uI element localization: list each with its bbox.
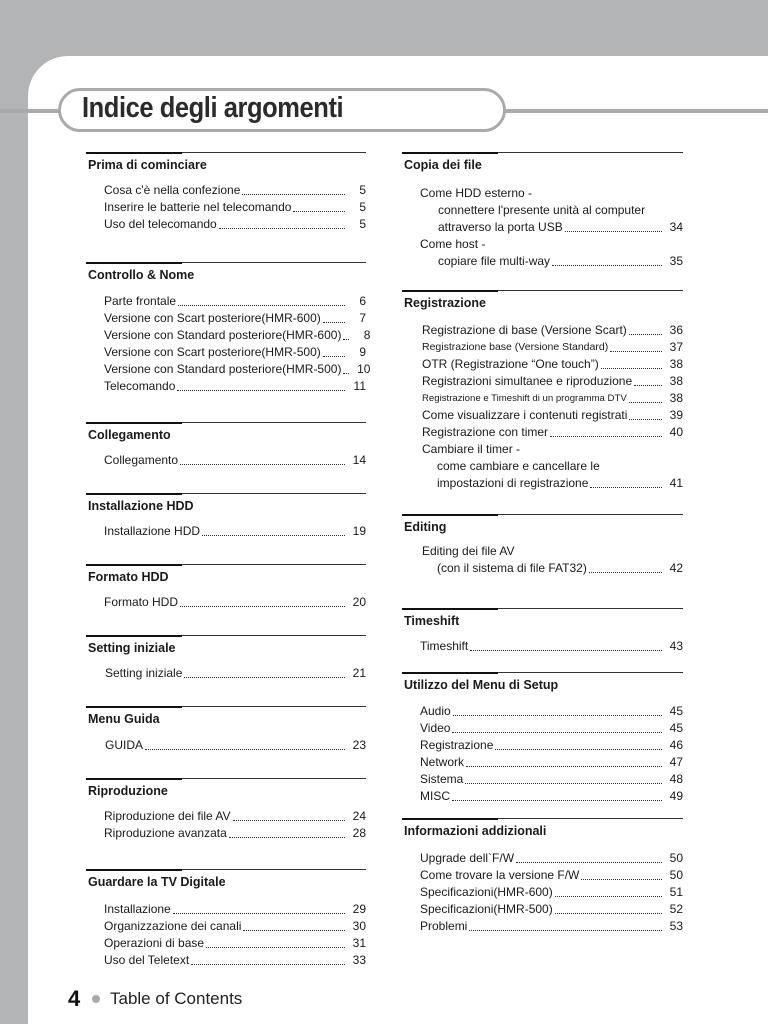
page-title: Indice degli argomenti xyxy=(82,92,344,124)
leader-dots xyxy=(555,896,662,897)
section-entries xyxy=(104,452,366,469)
leader-dots xyxy=(177,390,345,391)
entry-label: Uso del Teletext xyxy=(104,953,190,967)
section-entries xyxy=(104,594,366,611)
toc-entry[interactable] xyxy=(104,344,366,361)
toc-section xyxy=(402,290,683,310)
entry-page: 52 xyxy=(669,902,683,916)
leader-dots xyxy=(219,228,345,229)
section-title: Editing xyxy=(404,520,447,534)
section-title: Controllo & Nome xyxy=(88,268,195,282)
entry-page: 11 xyxy=(353,379,366,393)
section-rule xyxy=(86,422,366,423)
section-title: Riproduzione xyxy=(88,784,168,798)
toc-section xyxy=(86,635,366,655)
section-title: Informazioni addizionali xyxy=(404,824,547,838)
entry-label: Problemi xyxy=(420,919,468,933)
toc-entry[interactable] xyxy=(104,594,366,611)
entry-line[interactable]: connettere l'presente unità al computer xyxy=(438,203,646,217)
section-rule xyxy=(402,672,683,673)
section-rule xyxy=(402,290,683,291)
section-title: Setting iniziale xyxy=(88,641,176,655)
leader-dots xyxy=(552,265,662,266)
leader-dots xyxy=(590,487,662,488)
entry-line[interactable]: Editing dei file AV xyxy=(422,544,515,558)
leader-dots xyxy=(453,715,662,716)
section-rule xyxy=(86,493,366,494)
entry-page: 30 xyxy=(352,919,366,933)
entry-label: Collegamento xyxy=(104,453,179,467)
entry-page: 48 xyxy=(669,772,683,786)
entry-label: Setting iniziale xyxy=(105,666,183,680)
toc-section xyxy=(86,422,366,442)
section-entries xyxy=(420,850,683,935)
toc-entry[interactable] xyxy=(105,737,366,754)
entry-label: Registrazione base (Versione Standard) xyxy=(422,341,609,353)
section-entries xyxy=(420,185,683,270)
leader-dots xyxy=(629,419,662,420)
entry-label: Parte frontale xyxy=(104,294,177,308)
toc-entry[interactable] xyxy=(104,327,371,344)
section-rule xyxy=(86,152,366,153)
toc-entry[interactable] xyxy=(104,918,366,935)
entry-page: 23 xyxy=(352,738,366,752)
toc-entry[interactable] xyxy=(422,339,683,356)
section-entries xyxy=(104,808,366,842)
entry-label: Versione con Standard posteriore(HMR-500) xyxy=(104,362,342,376)
entry-label: (con il sistema di file FAT32) xyxy=(437,561,587,575)
leader-dots xyxy=(145,749,345,750)
section-entries xyxy=(422,322,683,492)
section-title: Menu Guida xyxy=(88,712,160,726)
entry-label: copiare file multi-way xyxy=(438,254,551,268)
toc-section xyxy=(402,818,683,838)
toc-entry[interactable] xyxy=(420,788,683,805)
toc-entry[interactable] xyxy=(105,665,366,682)
leader-dots xyxy=(323,322,345,323)
leader-dots xyxy=(465,783,662,784)
entry-page: 5 xyxy=(359,200,366,214)
leader-dots xyxy=(516,862,662,863)
section-title: Prima di cominciare xyxy=(88,158,207,172)
leader-dots xyxy=(173,913,345,914)
entry-page: 10 xyxy=(357,362,371,376)
toc-entry[interactable] xyxy=(104,825,366,842)
toc-entry[interactable] xyxy=(420,918,683,935)
entry-label: Come trovare la versione F/W xyxy=(420,868,580,882)
leader-dots xyxy=(293,211,345,212)
entry-page: 34 xyxy=(669,220,683,234)
toc-entry[interactable] xyxy=(420,638,683,655)
toc-entry[interactable] xyxy=(420,703,683,720)
entry-label: Versione con Scart posteriore(HMR-600) xyxy=(104,311,321,325)
entry-label: Riproduzione avanzata xyxy=(104,826,227,840)
entry-page: 42 xyxy=(669,561,683,575)
entry-page: 8 xyxy=(363,328,371,342)
section-rule xyxy=(402,818,683,819)
section-rule xyxy=(86,262,366,263)
entry-label: Registrazione e Timeshift di un programma DTV xyxy=(422,393,627,404)
section-title: Registrazione xyxy=(404,296,486,310)
entry-label: attraverso la porta USB xyxy=(438,220,563,234)
entry-label: Uso del telecomando xyxy=(104,217,217,231)
entry-line[interactable]: Come HDD esterno - xyxy=(420,186,533,200)
leader-dots xyxy=(452,800,662,801)
toc-entry[interactable] xyxy=(422,373,683,390)
entry-label: Registrazione di base (Versione Scart) xyxy=(422,323,627,337)
leader-dots xyxy=(191,964,345,965)
toc-entry[interactable] xyxy=(420,219,683,236)
entry-label: Registrazione con timer xyxy=(422,425,549,439)
toc-entry[interactable] xyxy=(422,424,683,441)
toc-entry[interactable] xyxy=(104,310,366,327)
toc-entry[interactable] xyxy=(104,199,366,216)
section-rule xyxy=(86,706,366,707)
entry-page: 5 xyxy=(359,217,366,231)
toc-entry[interactable] xyxy=(420,867,683,884)
toc-entry[interactable] xyxy=(420,901,683,918)
section-entries xyxy=(420,703,683,805)
entry-label: Operazioni di base xyxy=(104,936,205,950)
leader-dots xyxy=(184,677,345,678)
toc-entry[interactable] xyxy=(422,475,683,492)
section-rule xyxy=(86,869,366,870)
section-title: Formato HDD xyxy=(88,570,169,584)
entry-page: 33 xyxy=(352,953,366,967)
toc-entry[interactable] xyxy=(422,322,683,339)
leader-dots xyxy=(243,930,345,931)
toc-entry[interactable] xyxy=(422,390,683,407)
section-entries xyxy=(104,182,366,233)
footer-page-number: 4 xyxy=(68,986,81,1011)
toc-entry[interactable] xyxy=(104,901,366,918)
leader-dots xyxy=(555,913,662,914)
leader-dots xyxy=(495,749,662,750)
entry-label: Formato HDD xyxy=(104,595,179,609)
entry-label: Sistema xyxy=(420,772,464,786)
toc-entry[interactable] xyxy=(420,771,683,788)
entry-page: 53 xyxy=(669,919,683,933)
section-rule xyxy=(402,514,683,515)
section-entries xyxy=(105,737,366,754)
toc-entry[interactable] xyxy=(104,935,366,952)
entry-label: Timeshift xyxy=(420,639,469,653)
section-rule xyxy=(86,635,366,636)
toc-entry[interactable] xyxy=(104,378,366,395)
entry-label: impostazioni di registrazione xyxy=(437,476,589,490)
leader-dots xyxy=(469,930,662,931)
toc-entry[interactable] xyxy=(104,182,366,199)
entry-page: 39 xyxy=(669,408,683,422)
entry-label: Organizzazione dei canali xyxy=(104,919,242,933)
entry-label: MISC xyxy=(420,789,450,803)
toc-section xyxy=(402,672,683,692)
leader-dots xyxy=(629,334,662,335)
entry-label: Video xyxy=(420,721,451,735)
toc-section xyxy=(86,564,366,584)
leader-dots xyxy=(206,947,345,948)
leader-dots xyxy=(180,464,345,465)
entry-page: 24 xyxy=(352,809,366,823)
leader-dots xyxy=(470,650,662,651)
leader-dots xyxy=(629,402,662,403)
entry-label: Riproduzione dei file AV xyxy=(104,809,231,823)
leader-dots xyxy=(202,535,345,536)
toc-section xyxy=(86,152,366,172)
toc-section xyxy=(86,262,366,282)
toc-entry[interactable] xyxy=(104,808,366,825)
entry-page: 47 xyxy=(669,755,683,769)
bullet-icon xyxy=(92,995,100,1003)
leader-dots xyxy=(610,351,662,352)
leader-dots xyxy=(180,606,345,607)
entry-page: 35 xyxy=(669,254,683,268)
entry-label: GUIDA xyxy=(105,738,144,752)
toc-section xyxy=(402,152,683,172)
entry-label: Installazione xyxy=(104,902,171,916)
toc-section xyxy=(402,608,683,628)
section-title: Utilizzo del Menu di Setup xyxy=(404,678,559,692)
section-title: Timeshift xyxy=(404,614,460,628)
section-title: Copia dei file xyxy=(404,158,482,172)
footer-label: Table of Contents xyxy=(110,989,243,1008)
entry-page: 45 xyxy=(669,721,683,735)
toc-section xyxy=(86,778,366,798)
section-rule xyxy=(402,152,683,153)
entry-page: 49 xyxy=(669,789,683,803)
entry-page: 43 xyxy=(669,639,683,653)
toc-entry[interactable] xyxy=(104,216,366,233)
section-rule xyxy=(86,564,366,565)
section-title: Collegamento xyxy=(88,428,171,442)
leader-dots xyxy=(466,766,662,767)
toc-entry[interactable] xyxy=(104,361,371,378)
entry-page: 38 xyxy=(669,391,683,405)
entry-label: Registrazioni simultanee e riproduzione xyxy=(422,374,633,388)
section-entries xyxy=(104,293,371,395)
entry-label: Registrazione xyxy=(420,738,494,752)
toc-entry[interactable] xyxy=(422,407,683,424)
entry-page: 31 xyxy=(352,936,366,950)
leader-dots xyxy=(229,837,345,838)
leader-dots xyxy=(233,820,345,821)
section-entries xyxy=(422,543,683,577)
entry-label: OTR (Registrazione “One touch”) xyxy=(422,357,599,371)
entry-page: 41 xyxy=(669,476,683,490)
toc-entry[interactable] xyxy=(422,560,683,577)
toc-entry[interactable] xyxy=(420,720,683,737)
toc-entry[interactable] xyxy=(104,452,366,469)
toc-entry[interactable] xyxy=(422,356,683,373)
entry-label: Inserire le batterie nel telecomando xyxy=(104,200,292,214)
leader-dots xyxy=(343,339,349,340)
toc-entry[interactable] xyxy=(104,523,366,540)
toc-section xyxy=(402,514,683,534)
entry-label: Versione con Scart posteriore(HMR-500) xyxy=(104,345,321,359)
entry-line[interactable]: come cambiare e cancellare le xyxy=(437,459,600,473)
entry-page: 19 xyxy=(352,524,366,538)
entry-label: Cosa c'è nella confezione xyxy=(104,183,241,197)
entry-page: 9 xyxy=(359,345,366,359)
entry-label: Telecomando xyxy=(104,379,176,393)
leader-dots xyxy=(565,231,662,232)
entry-label: Specificazioni(HMR-600) xyxy=(420,885,553,899)
entry-label: Upgrade dell`F/W xyxy=(420,851,515,865)
toc-entry[interactable] xyxy=(420,253,683,270)
entry-page: 7 xyxy=(359,311,366,325)
entry-page: 46 xyxy=(669,738,683,752)
entry-page: 6 xyxy=(359,294,366,308)
toc-entry[interactable] xyxy=(420,737,683,754)
toc-entry[interactable] xyxy=(420,754,683,771)
leader-dots xyxy=(323,356,345,357)
leader-dots xyxy=(550,436,662,437)
entry-label: Specificazioni(HMR-500) xyxy=(420,902,553,916)
entry-page: 45 xyxy=(669,704,683,718)
entry-label: Audio xyxy=(420,704,451,718)
entry-page: 51 xyxy=(669,885,683,899)
section-title: Guardare la TV Digitale xyxy=(88,875,226,889)
section-entries xyxy=(420,638,683,655)
entry-page: 50 xyxy=(669,851,683,865)
entry-line[interactable]: Come host - xyxy=(420,237,486,251)
section-entries xyxy=(104,901,366,969)
section-rule xyxy=(402,608,683,609)
entry-page: 21 xyxy=(352,666,366,680)
section-title: Installazione HDD xyxy=(88,499,194,513)
entry-page: 50 xyxy=(669,868,683,882)
toc-entry[interactable] xyxy=(104,952,366,969)
entry-label: Versione con Standard posteriore(HMR-600) xyxy=(104,328,342,342)
leader-dots xyxy=(601,368,662,369)
leader-dots xyxy=(581,879,662,880)
entry-label: Installazione HDD xyxy=(104,524,201,538)
leader-dots xyxy=(242,194,345,195)
toc-entry[interactable] xyxy=(420,884,683,901)
entry-page: 29 xyxy=(352,902,366,916)
entry-page: 40 xyxy=(669,425,683,439)
entry-page: 14 xyxy=(352,453,366,467)
toc-section xyxy=(86,869,366,889)
toc-entry[interactable] xyxy=(420,850,683,867)
toc-section xyxy=(86,706,366,726)
entry-page: 20 xyxy=(352,595,366,609)
section-rule xyxy=(86,778,366,779)
entry-page: 37 xyxy=(669,340,683,354)
entry-page: 5 xyxy=(359,183,366,197)
entry-line[interactable]: Cambiare il timer - xyxy=(422,442,521,456)
leader-dots xyxy=(343,373,349,374)
entry-label: Network xyxy=(420,755,465,769)
leader-dots xyxy=(589,572,662,573)
entry-page: 28 xyxy=(352,826,366,840)
toc-entry[interactable] xyxy=(104,293,366,310)
section-entries xyxy=(105,665,366,682)
leader-dots xyxy=(178,305,345,306)
entry-page: 38 xyxy=(669,357,683,371)
leader-dots xyxy=(452,732,662,733)
toc-section xyxy=(86,493,366,513)
entry-page: 38 xyxy=(669,374,683,388)
entry-page: 36 xyxy=(669,323,683,337)
section-entries xyxy=(104,523,366,540)
entry-label: Come visualizzare i contenuti registrati xyxy=(422,408,628,422)
leader-dots xyxy=(634,385,662,386)
